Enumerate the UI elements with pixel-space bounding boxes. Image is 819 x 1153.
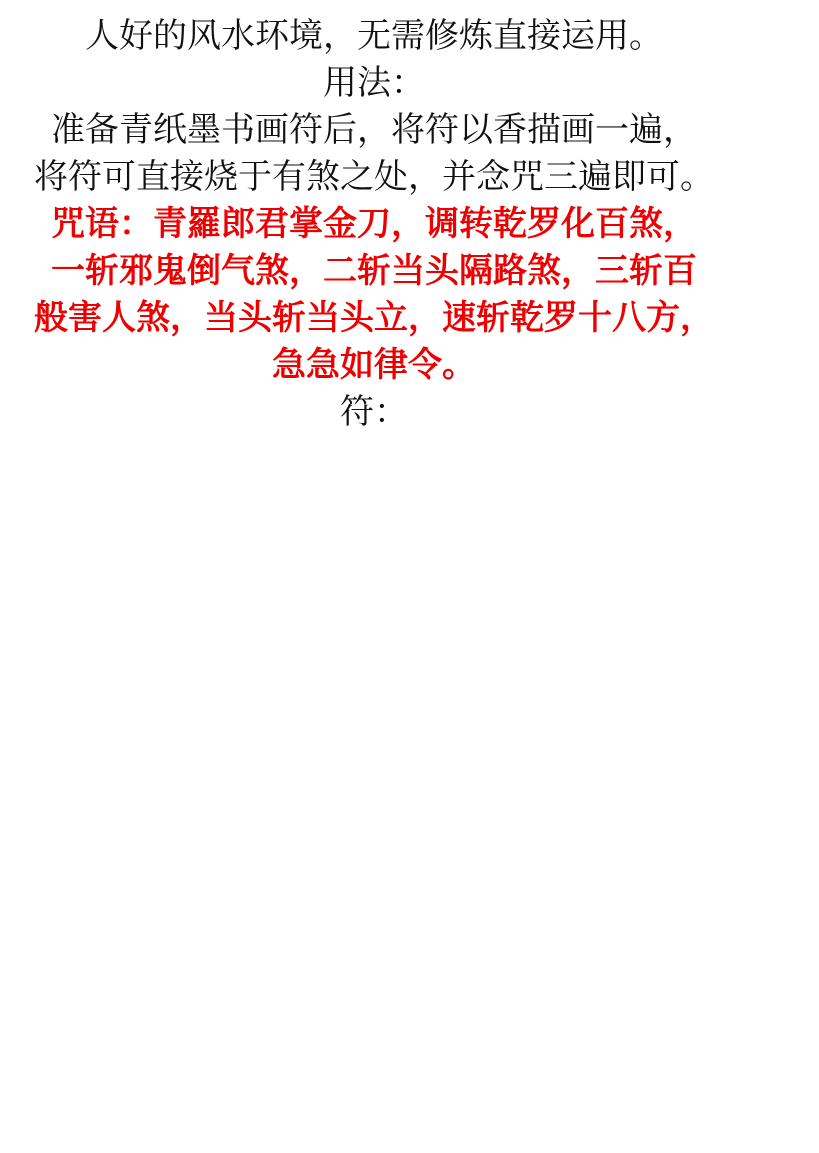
usage-heading: 用法： (323, 65, 425, 102)
mantra-luo-fallback-glyph: 羅 (187, 204, 221, 244)
usage-step-2: 将符可直接烧于有煞之处，并念咒三遍即可。 (34, 159, 714, 196)
mantra-line-4: 急急如律令。 (272, 347, 476, 384)
mantra-line-3: 般害人煞，当头斩当头立，速斩乾罗十八方， (34, 300, 714, 337)
mantra-line-2: 一斩邪鬼倒气煞，二斩当头隔路煞，三斩百 (51, 253, 697, 290)
mantra-line-1-suffix: 郎君掌金刀，调转乾罗化百煞， (221, 206, 697, 243)
intro-text: 人好的风水环境，无需修炼直接运用。 (85, 18, 663, 55)
mantra-line-1-prefix: 咒语：青 (51, 206, 187, 243)
usage-step-1: 准备青纸墨书画符后，将符以香描画一遍， (51, 112, 697, 149)
talisman-heading: 符： (340, 394, 408, 431)
mantra-line-1 (0, 201, 748, 248)
text-block (0, 0, 748, 436)
